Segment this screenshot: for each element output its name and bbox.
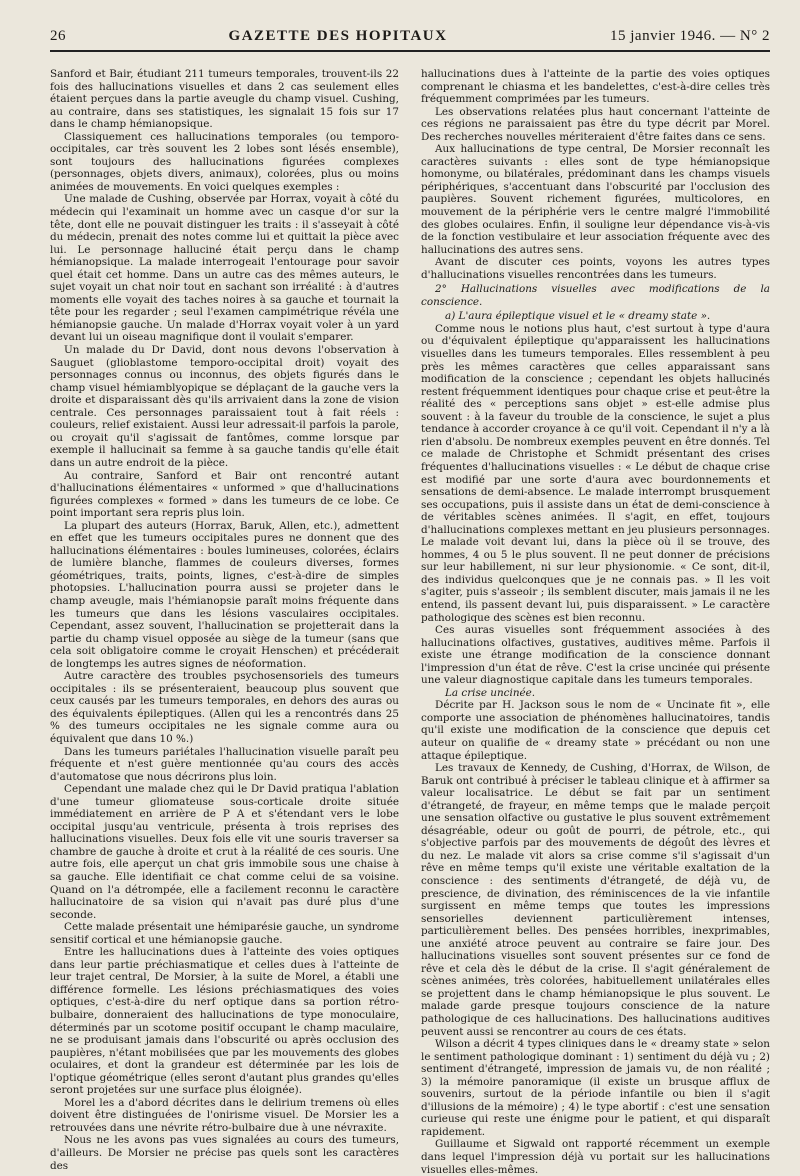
paragraph: La plupart des auteurs (Horrax, Baruk, Allen, etc.), admettent en effet que les tumeurs occipitales pures ne donnent que des hallucinations élémentaires : boules lumineuses, colorées, éclairs de lumière blanche, flammes de couleurs diverses, formes géométriques, traits, points, lignes, c'est-à-dire de simples photopsies. L'hallucination pourra aussi se projeter dans le champ aveugle, mais l'hémianopsie paraît moins fréquente dans les tumeurs que dans les lésions vasculaires occipitales. Cependant, assez souvent, l'hallucination se projetterait dans la partie du champ visuel opposée au siège de la tumeur (sans que cela soit obligatoire comme le croyait Henschen) et précéderait de longtemps les autres signes de néoformation.	[50, 519, 399, 670]
paragraph: Cette malade présentait une hémiparésie gauche, un syndrome sensitif cortical et une hémianopsie gauche.	[50, 921, 399, 946]
paragraph: Ces auras visuelles sont fréquemment associées à des hallucinations olfactives, gustatives, auditives même. Parfois il existe une étrange modification de la conscience donnant l'impression d'un état de rêve. C'est la crise uncinée qui présente une valeur diagnostique capitale dans les tumeurs temporales.	[421, 624, 770, 687]
paragraph: Autre caractère des troubles psychosensoriels des tumeurs occipitales : ils se présenteraient, beaucoup plus souvent que ceux causés par les tumeurs temporales, en dehors des auras ou des équivalents épileptiques. (Allen qui les a rencontrés dans 25 % des tumeurs occipitales ne les signale comme aura ou équivalent que dans 10 %.)	[50, 670, 399, 745]
paragraph: Décrite par H. Jackson sous le nom de « Uncinate fit », elle comporte une association de phénomènes hallucinatoires, tandis qu'il existe une modification de la conscience que depuis cet auteur on qualifie de « dreamy state » précédant ou non une attaque épileptique.	[421, 699, 770, 762]
subsection-heading: a) L'aura épileptique visuel et le « dreamy state ».	[445, 310, 711, 323]
paragraph: Guillaume et Sigwald ont rapporté récemment un exemple dans lequel l'impression déjà vu portait sur les hallucinations visuelles elles-mêmes.	[421, 1138, 770, 1176]
paragraph: Classiquement ces hallucinations temporales (ou temporo-occipitales, car très souvent les 2 lobes sont lésés ensemble), sont toujours des hallucinations figurées complexes (personnages, objets divers, animaux), colorées, plus ou moins animées de mouvements. En voici quelques exemples :	[50, 130, 399, 193]
paragraph: Les travaux de Kennedy, de Cushing, d'Horrax, de Wilson, de Baruk ont contribué à préciser le tableau clinique et à affirmer sa valeur localisatrice. Le début se fait par un sentiment d'étrangeté, de frayeur, en même temps que le malade perçoit une sensation olfactive ou gustative le plus souvent extrêmement désagréable, odeur ou goût de pourri, de pétrole, etc., qui s'objective parfois par des mouvements de dégoût des lèvres et du nez. Le malade vit alors sa crise comme s'il s'agissait d'un rêve en même temps qu'il existe une véritable exaltation de la conscience : des sentiments d'étrangeté, de déjà vu, de prescience, de divination, des réminiscences de la vie infantile surgissent en même temps que toutes les impressions sensorielles deviennent particulièrement intenses, particulièrement belles. Des pensées horribles, inexprimables, une anxiété atroce peuvent au contraire se faire jour. Des hallucinations visuelles sont souvent présentes sur ce fond de rêve et cela dès le début de la crise. Il s'agit généralement de scènes animées, très colorées, habituellement unilatérales elles se projettent dans le champ hémianopsique le plus souvent. Le malade garde presque toujours conscience de la nature pathologique de ces hallucinations. Des hallucinations auditives peuvent aussi se rencontrer au cours de ces états.	[421, 762, 770, 1038]
left-column	[50, 68, 399, 1176]
section-heading: 2° Hallucinations visuelles avec modifications de la conscience.	[421, 283, 770, 308]
journal-title: GAZETTE DES HOPITAUX	[228, 28, 448, 44]
running-header	[50, 22, 770, 52]
paragraph: Wilson a décrit 4 types cliniques dans le « dreamy state » selon le sentiment pathologique dominant : 1) sentiment du déjà vu ; 2) sentiment d'étrangeté, impression de jamais vu, de non réalité ; 3) la mémoire panoramique (il existe un brusque afflux de souvenirs, surtout de la période infantile ou bien il s'agit d'illusions de la mémoire) ; 4) le type abortif : c'est une sensation curieuse qui reste une énigme pour le patient, et qui disparaît rapidement.	[421, 1038, 770, 1138]
paragraph: Entre les hallucinations dues à l'atteinte des voies optiques dans leur partie préchiasmatique et celles dues à l'atteinte de leur trajet central, De Morsier, à la suite de Morel, a établi une différence formelle. Les lésions préchiasmatiques des voies optiques, c'est-à-dire du nerf optique dans sa portion rétro-bulbaire, donneraient des hallucinations de type monoculaire, déterminés par un scotome positif occupant le champ maculaire, ne se produisant jamais dans l'obscurité ou après occlusion des paupières, n'étant mobilisées que par les mouvements des globes oculaires, et dont la grandeur est déterminée par les lois de l'optique géométrique (elles seront d'autant plus grandes qu'elles seront projetées sur une surface plus éloignée).	[50, 946, 399, 1097]
paragraph: Nous ne les avons pas vues signalées au cours des tumeurs, d'ailleurs. De Morsier ne précise pas quels sont les caractères des	[50, 1134, 399, 1172]
issue-date: 15 janvier 1946. — N° 2	[610, 28, 770, 44]
paragraph: Un malade du Dr David, dont nous devons l'observation à Sauguet (glioblastome temporo-occipital droit) voyait des personnages connus ou inconnus, des objets figurés dans le champ visuel hémiamblyopique se déplaçant de la gauche vers la droite et disparaissant dès qu'ils arrivaient dans la zone de vision centrale. Ces personnages paraissaient tout à fait réels : couleurs, relief existaient. Aussi leur adressait-il parfois la parole, ou croyait qu'il s'agissait de fantômes, comme lorsque par exemple il hallucinait sa femme à sa gauche tandis qu'elle était dans un autre endroit de la pièce.	[50, 344, 399, 469]
paragraph: Avant de discuter ces points, voyons les autres types d'hallucinations visuelles rencontrées dans les tumeurs.	[421, 256, 770, 281]
right-column	[421, 68, 770, 1176]
paragraph: Comme nous le notions plus haut, c'est surtout à type d'aura ou d'équivalent épileptique qu'apparaissent les hallucinations visuelles dans les tumeurs temporales. Elles ressemblent à peu près les mêmes caractères que celles apparaissant sans modification de la conscience ; cependant les objets hallucinés restent fréquemment identiques pour chaque crise et peut-être la réalité des « perceptions sans objet » est-elle admise plus souvent : à la faveur du trouble de la conscience, le sujet a plus tendance à accorder croyance à ce qu'il voit. Cependant il n'y a là rien d'absolu. De nombreux exemples peuvent en être donnés. Tel ce malade de Christophe et Schmidt présentant des crises fréquentes d'hallucinations visuelles : « Le début de chaque crise est modifié par une sorte d'aura avec bourdonnements et sensations de demi-absence. Le malade interrompt brusquement ses occupations, puis il assiste dans un état de demi-conscience à de véritables scènes animées. Il s'agit, en effet, toujours d'hallucinations complexes mettant en jeu plusieurs personnages. Le malade voit devant lui, dans la pièce où il se trouve, des hommes, 4 ou 5 le plus souvent. Il ne peut donner de précisions sur leur habillement, ni sur leur physionomie. « Ce sont, dit-il, des individus quelconques que je ne connais pas. » Il les voit s'agiter, puis s'asseoir ; ils semblent discuter, mais jamais il ne les entend, ils passent devant lui, puis disparaissent. » Le caractère pathologique des scènes est bien reconnu.	[421, 322, 770, 624]
paragraph: Au contraire, Sanford et Bair ont rencontré autant d'hallucinations élémentaires « unformed » que d'hallucinations figurées complexes « formed » dans les tumeurs de ce lobe. Ce point important sera repris plus loin.	[50, 469, 399, 520]
paragraph: hallucinations dues à l'atteinte de la partie des voies optiques comprenant le chiasma et les bandelettes, c'est-à-dire celles très fréquemment comprimées par les tumeurs.	[421, 68, 770, 106]
page-number: 26	[50, 28, 66, 44]
paragraph: Dans les tumeurs pariétales l'hallucination visuelle paraît peu fréquente et n'est guère mentionnée qu'au cours des accès d'automatose que nous décrirons plus loin.	[50, 745, 399, 783]
paragraph: Cependant une malade chez qui le Dr David pratiqua l'ablation d'une tumeur gliomateuse sous-corticale droite située immédiatement en arrière de P A et s'étendant vers le lobe occipital jusqu'au ventricule, présenta à trois reprises des hallucinations visuelles. Deux fois elle vit une souris traverser sa chambre de gauche à droite et crut à la réalité de ces souris. Une autre fois, elle aperçut un chat gris immobile sous une chaise à sa gauche. Elle identifiait ce chat comme celui de sa voisine. Quand on l'a détrompée, elle a facilement reconnu le caractère hallucinatoire de sa vision qui n'avait pas duré plus d'une seconde.	[50, 783, 399, 921]
paragraph: Aux hallucinations de type central, De Morsier reconnaît les caractères suivants : elles sont de type hémianopsique homonyme, ou bilatérales, prédominant dans les champs visuels périphériques, s'accentuant dans l'obscurité par l'occlusion des paupières. Souvent richement figurées, multicolores, en mouvement de la périphérie vers le centre malgré l'immobilité des globes oculaires. Enfin, il souligne leur dépendance vis-à-vis de la fonction vestibulaire et leur association fréquente avec des hallucinations des autres sens.	[421, 143, 770, 256]
subsection-heading: La crise uncinée.	[445, 686, 536, 699]
paragraph: Sanford et Bair, étudiant 211 tumeurs temporales, trouvent-ils 22 fois des hallucinations visuelles et dans 2 cas seulement elles étaient perçues dans la partie aveugle du champ visuel. Cushing, au contraire, dans ses statistiques, les signalait 15 fois sur 17 dans le champ hémianopsique.	[50, 68, 399, 131]
paragraph: Une malade de Cushing, observée par Horrax, voyait à côté du médecin qui l'examinait un homme avec un casque d'or sur la tête, dont elle ne pouvait distinguer les traits : il s'asseyait à côté du médecin, prenait des notes comme lui et quittait la pièce avec lui. Le personnage halluciné était perçu dans le champ hémianopsique. La malade interrogeait l'entourage pour savoir quel était cet homme. Dans un autre cas des mêmes auteurs, le sujet voyait un chat noir tout en sachant son irréalité : à d'autres moments elle voyait des taches noires à sa gauche et tournait la tête pour les regarder ; seul l'examen campimétrique révéla une hémianopsie gauche. Un malade d'Horrax voyait voler à un yard devant lui un oiseau magnifique dont il voulait s'emparer.	[50, 193, 399, 344]
paragraph: Morel les a d'abord décrites dans le delirium tremens où elles doivent être distinguées de l'onirisme visuel. De Morsier les a retrouvées dans une névrite rétro-bulbaire due à une névraxite.	[50, 1096, 399, 1134]
text-columns	[50, 68, 770, 1176]
paragraph: Les observations relatées plus haut concernant l'atteinte de ces régions ne paraissaient pas être du type décrit par Morel. Des recherches nouvelles mériteraient d'être faites dans ce sens.	[421, 105, 770, 143]
